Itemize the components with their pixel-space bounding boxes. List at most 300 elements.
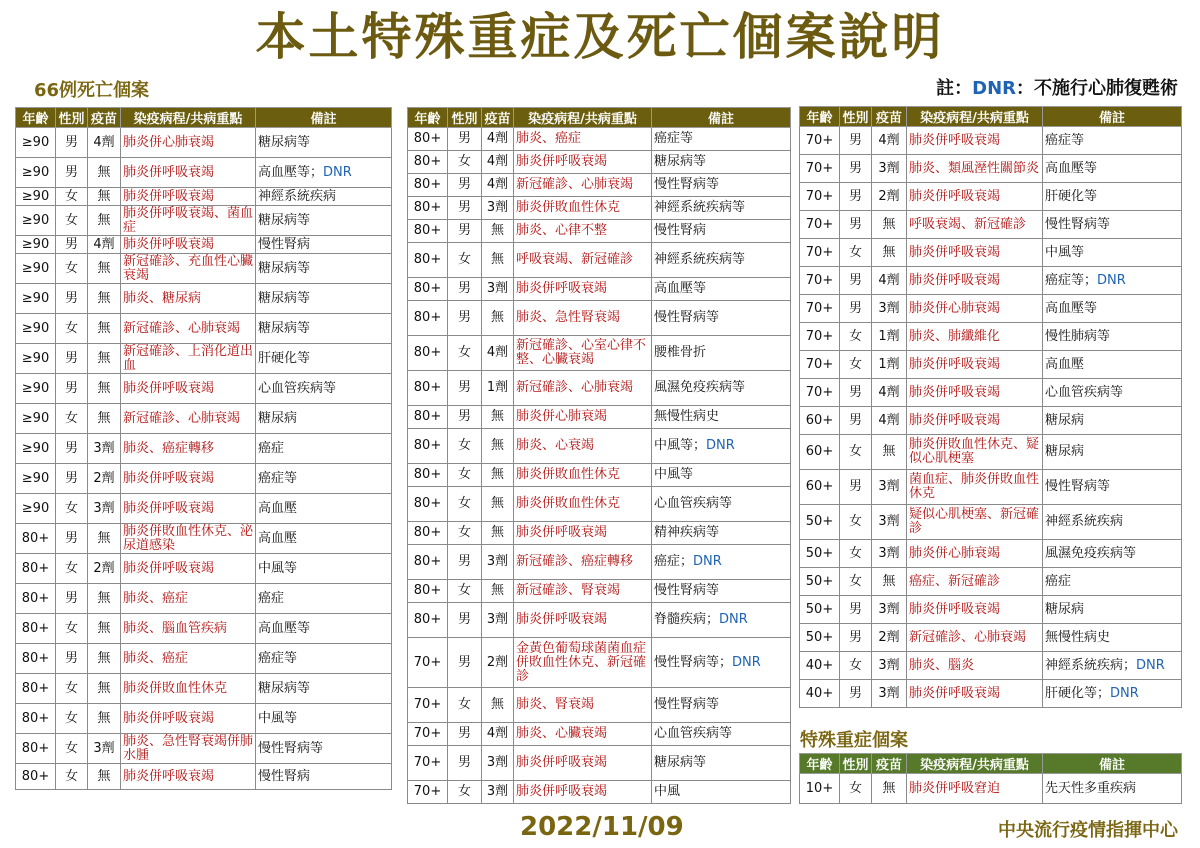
severe-section-title: 特殊重症個案 [800,730,908,751]
history-cell: 肺炎、腦炎 [907,652,1043,680]
table-row [800,127,1182,155]
age-cell: 80+ [408,464,448,487]
vaccine-cell: 3劑 [872,596,907,624]
age-cell: ≥90 [16,284,56,314]
history-cell: 肺炎併呼吸衰竭 [121,554,256,584]
age-cell: ≥90 [16,344,56,374]
sex-cell: 男 [840,183,872,211]
remark-text: 神經系統疾病； [1045,657,1137,673]
vaccine-cell: 1劑 [872,323,907,351]
age-cell: 60+ [800,407,840,435]
history-cell: 新冠確診、充血性心臟衰竭 [121,254,256,284]
vaccine-cell: 4劑 [482,151,514,174]
history-cell: 肺炎併呼吸衰竭 [121,236,256,254]
vaccine-cell: 3劑 [482,603,514,638]
note-prefix: 註： [936,78,973,99]
remark-cell: 糖尿病 [256,404,392,434]
remark-text: 肝硬化等； [1045,685,1111,701]
sex-cell: 女 [448,243,482,278]
vaccine-cell: 1劑 [872,351,907,379]
age-cell: 80+ [408,545,448,580]
remark-cell: 心血管疾病等 [652,723,791,746]
table-row [800,155,1182,183]
remark-cell [652,603,791,638]
remark-cell: 慢性腎病 [256,764,392,790]
age-cell: ≥90 [16,188,56,206]
remark-cell: 風濕免疫疾病等 [1043,540,1182,568]
sex-cell: 男 [840,379,872,407]
table-row [408,522,791,545]
table-row [408,603,791,638]
table-row [408,688,791,723]
remark-cell: 糖尿病等 [652,746,791,781]
vaccine-cell: 4劑 [872,379,907,407]
history-cell: 肺炎併呼吸衰竭 [907,351,1043,379]
table-row [800,239,1182,267]
age-cell: 50+ [800,505,840,540]
vaccine-cell: 4劑 [482,174,514,197]
age-cell: 80+ [16,674,56,704]
remark-cell [1043,652,1182,680]
remark-cell [652,545,791,580]
vaccine-cell: 無 [872,568,907,596]
death-table-2-header-vaccine: 疫苗 [482,108,514,128]
death-table-2-header-history: 染疫病程/共病重點 [514,108,652,128]
sex-cell: 女 [448,429,482,464]
history-cell: 肺炎併心肺衰竭 [514,406,652,429]
remark-cell: 慢性腎病等 [652,174,791,197]
age-cell: 60+ [800,435,840,470]
age-cell: 70+ [408,688,448,723]
age-cell: 80+ [16,554,56,584]
age-cell: 80+ [408,197,448,220]
sex-cell: 女 [448,151,482,174]
remark-cell: 中風等 [256,704,392,734]
history-cell: 肺炎併呼吸衰竭 [907,267,1043,295]
dnr-label: DNR [1110,685,1139,701]
table-row [408,278,791,301]
history-cell: 肺炎併呼吸衰竭 [121,494,256,524]
remark-cell: 高血壓等 [1043,295,1182,323]
history-cell: 肺炎併呼吸衰竭 [514,522,652,545]
sex-cell: 男 [448,220,482,243]
vaccine-cell: 3劑 [482,278,514,301]
history-cell: 肺炎、心衰竭 [514,429,652,464]
death-table-1 [15,107,392,790]
remark-cell: 慢性腎病等 [652,688,791,723]
vaccine-cell: 無 [88,158,121,188]
age-cell: 80+ [16,614,56,644]
remark-cell: 糖尿病等 [256,314,392,344]
history-cell: 肺炎、心臟衰竭 [514,723,652,746]
sex-cell: 女 [56,188,88,206]
history-cell: 肺炎、腎衰竭 [514,688,652,723]
table-row [800,624,1182,652]
sex-cell: 女 [448,688,482,723]
remark-cell: 中風等 [652,464,791,487]
remark-cell: 風濕免疫疾病等 [652,371,791,406]
death-table-3-header-age: 年齡 [800,107,840,127]
table-row [408,487,791,522]
remark-cell: 高血壓 [256,494,392,524]
history-cell: 肺炎、癌症 [121,644,256,674]
age-cell: 10+ [800,774,840,804]
sex-cell: 女 [448,336,482,371]
remark-cell: 慢性肺病等 [1043,323,1182,351]
vaccine-cell: 無 [88,344,121,374]
vaccine-cell: 無 [872,774,907,804]
death-table-1-header-history: 染疫病程/共病重點 [121,108,256,128]
age-cell: 70+ [408,638,448,688]
table-row [800,680,1182,708]
age-cell: ≥90 [16,464,56,494]
sex-cell: 男 [840,680,872,708]
remark-cell: 慢性腎病 [256,236,392,254]
age-cell: ≥90 [16,254,56,284]
table-row [408,638,791,688]
history-cell: 肺炎併呼吸衰竭 [907,183,1043,211]
remark-cell: 糖尿病等 [256,284,392,314]
sex-cell: 男 [56,284,88,314]
sex-cell: 男 [840,127,872,155]
sex-cell: 男 [448,371,482,406]
vaccine-cell: 無 [482,580,514,603]
dnr-label: DNR [706,438,735,453]
vaccine-cell: 無 [88,314,121,344]
sex-cell: 男 [448,723,482,746]
death-table-3-header-history: 染疫病程/共病重點 [907,107,1043,127]
table-row [16,614,392,644]
history-cell: 肺炎併呼吸衰竭 [514,746,652,781]
history-cell: 肺炎併心肺衰竭 [907,295,1043,323]
sex-cell: 男 [448,301,482,336]
vaccine-cell: 3劑 [872,155,907,183]
vaccine-cell: 無 [88,284,121,314]
table-row [16,128,392,158]
vaccine-cell: 3劑 [872,295,907,323]
dnr-label: DNR [732,654,761,670]
history-cell: 肺炎、肺纖維化 [907,323,1043,351]
history-cell: 肺炎併呼吸衰竭 [121,464,256,494]
dnr-label: DNR [693,554,722,569]
table-row [800,351,1182,379]
table-row [408,197,791,220]
sex-cell: 男 [840,470,872,505]
sex-cell: 女 [56,764,88,790]
history-cell: 新冠確診、心肺衰竭 [121,314,256,344]
remark-text: 脊髓疾病； [654,612,720,627]
history-cell: 肺炎併呼吸衰竭 [121,158,256,188]
vaccine-cell: 2劑 [88,464,121,494]
history-cell: 肺炎、糖尿病 [121,284,256,314]
death-table-3-header-sex: 性別 [840,107,872,127]
table-row [800,540,1182,568]
table-row [16,554,392,584]
table-row [800,435,1182,470]
age-cell: 80+ [408,580,448,603]
age-cell: ≥90 [16,236,56,254]
age-cell: ≥90 [16,314,56,344]
history-cell: 癌症、新冠確診 [907,568,1043,596]
sex-cell: 女 [448,522,482,545]
remark-cell: 先天性多重疾病 [1043,774,1182,804]
age-cell: 60+ [800,470,840,505]
sex-cell: 男 [840,295,872,323]
history-cell: 肺炎併呼吸衰竭 [907,680,1043,708]
history-cell: 肺炎、急性腎衰竭 [514,301,652,336]
history-cell: 肺炎併呼吸衰竭 [907,239,1043,267]
sex-cell: 男 [448,197,482,220]
sex-cell: 男 [840,624,872,652]
remark-cell: 慢性腎病 [652,220,791,243]
table-row [800,568,1182,596]
age-cell: 40+ [800,680,840,708]
history-cell: 新冠確診、心肺衰竭 [907,624,1043,652]
vaccine-cell: 無 [88,404,121,434]
remark-cell: 糖尿病等 [256,206,392,236]
vaccine-cell: 無 [88,704,121,734]
sex-cell: 男 [448,638,482,688]
vaccine-cell: 3劑 [88,494,121,524]
sex-cell: 女 [448,464,482,487]
history-cell: 疑似心肌梗塞、新冠確診 [907,505,1043,540]
age-cell: 70+ [800,183,840,211]
history-cell: 肺炎併呼吸衰竭 [514,781,652,804]
history-cell: 肺炎併敗血性休克 [514,464,652,487]
sex-cell: 女 [56,494,88,524]
table-row [16,704,392,734]
vaccine-cell: 3劑 [872,505,907,540]
sex-cell: 男 [448,746,482,781]
history-cell: 肺炎、腦血管疾病 [121,614,256,644]
history-cell: 呼吸衰竭、新冠確診 [514,243,652,278]
remark-cell [652,638,791,688]
vaccine-cell: 3劑 [872,680,907,708]
history-cell: 肺炎併呼吸衰竭 [121,704,256,734]
death-table-1-header-vaccine: 疫苗 [88,108,121,128]
history-cell: 新冠確診、心肺衰竭 [121,404,256,434]
remark-cell: 糖尿病等 [652,151,791,174]
vaccine-cell: 無 [482,243,514,278]
vaccine-cell: 無 [88,764,121,790]
history-cell: 肺炎併呼吸衰竭 [907,407,1043,435]
remark-cell: 高血壓等 [1043,155,1182,183]
dnr-label: DNR [323,164,352,180]
age-cell: 50+ [800,596,840,624]
sex-cell: 女 [56,554,88,584]
age-cell: 80+ [408,174,448,197]
remark-cell: 糖尿病等 [256,674,392,704]
table-row [16,188,392,206]
age-cell: 70+ [800,351,840,379]
table-row [408,429,791,464]
table-row [16,314,392,344]
sex-cell: 男 [448,174,482,197]
vaccine-cell: 無 [88,584,121,614]
age-cell: ≥90 [16,404,56,434]
age-cell: 80+ [408,278,448,301]
remark-text: 慢性腎病等； [654,654,733,670]
sex-cell: 女 [56,704,88,734]
table-row [800,774,1182,804]
history-cell: 肺炎併呼吸衰竭 [907,127,1043,155]
vaccine-cell: 無 [482,522,514,545]
history-cell: 肺炎、癌症轉移 [121,434,256,464]
age-cell: 80+ [408,128,448,151]
history-cell: 肺炎、急性腎衰竭併肺水腫 [121,734,256,764]
vaccine-cell: 無 [88,254,121,284]
age-cell: 80+ [16,584,56,614]
history-cell: 肺炎併呼吸衰竭 [514,278,652,301]
remark-cell: 糖尿病等 [256,128,392,158]
sex-cell: 男 [840,155,872,183]
age-cell: 50+ [800,624,840,652]
history-cell: 肺炎、癌症 [514,128,652,151]
age-cell: 70+ [408,723,448,746]
vaccine-cell: 無 [482,429,514,464]
age-cell: 80+ [408,336,448,371]
vaccine-cell: 2劑 [872,183,907,211]
vaccine-cell: 2劑 [872,624,907,652]
sex-cell: 男 [56,644,88,674]
history-cell: 肺炎併呼吸衰竭 [514,603,652,638]
severe-table-header-sex: 性別 [840,754,872,774]
age-cell: 80+ [16,764,56,790]
table-row [16,524,392,554]
history-cell: 新冠確診、癌症轉移 [514,545,652,580]
sex-cell: 男 [56,524,88,554]
sex-cell: 女 [56,674,88,704]
remark-cell: 精神疾病等 [652,522,791,545]
table-row [800,652,1182,680]
severe-table-header-age: 年齡 [800,754,840,774]
age-cell: 80+ [408,603,448,638]
age-cell: ≥90 [16,374,56,404]
remark-cell: 糖尿病 [1043,596,1182,624]
death-table-2 [407,107,791,804]
sex-cell: 女 [56,404,88,434]
table-row [16,254,392,284]
remark-text: 高血壓等； [258,164,324,180]
table-row [16,494,392,524]
severe-table-header-vaccine: 疫苗 [872,754,907,774]
history-cell: 肺炎併呼吸衰竭 [907,379,1043,407]
remark-cell: 糖尿病 [1043,407,1182,435]
remark-cell: 肝硬化等 [256,344,392,374]
table-row [408,243,791,278]
sex-cell: 女 [840,505,872,540]
table-row [408,746,791,781]
history-cell: 肺炎、類風溼性關節炎 [907,155,1043,183]
age-cell: 80+ [408,487,448,522]
remark-cell: 癌症等 [652,128,791,151]
sex-cell: 男 [56,158,88,188]
vaccine-cell: 3劑 [482,545,514,580]
age-cell: 80+ [16,734,56,764]
age-cell: 80+ [408,522,448,545]
remark-cell: 慢性腎病等 [256,734,392,764]
age-cell: ≥90 [16,206,56,236]
remark-cell: 慢性腎病等 [652,580,791,603]
remark-cell [1043,680,1182,708]
organization: 中央流行疫情指揮中心 [998,820,1178,841]
note-text: ：不施行心肺復甦術 [1016,78,1178,99]
age-cell: 80+ [408,243,448,278]
age-cell: 70+ [408,746,448,781]
history-cell: 肺炎、心律不整 [514,220,652,243]
vaccine-cell: 4劑 [482,336,514,371]
remark-cell: 神經系統疾病 [1043,505,1182,540]
table-row [16,464,392,494]
vaccine-cell: 3劑 [872,540,907,568]
vaccine-cell: 2劑 [482,638,514,688]
remark-cell: 無慢性病史 [1043,624,1182,652]
vaccine-cell: 無 [482,301,514,336]
history-cell: 肺炎併敗血性休克、泌尿道感染 [121,524,256,554]
age-cell: 80+ [408,220,448,243]
age-cell: ≥90 [16,158,56,188]
sex-cell: 女 [56,614,88,644]
vaccine-cell: 3劑 [482,197,514,220]
dnr-label: DNR [1136,657,1165,673]
remark-cell: 中風等 [1043,239,1182,267]
table-row [16,584,392,614]
dnr-note [936,74,1178,100]
dnr-label: DNR [1097,272,1126,288]
sex-cell: 女 [840,351,872,379]
remark-cell: 無慢性病史 [652,406,791,429]
age-cell: ≥90 [16,494,56,524]
table-row [408,128,791,151]
vaccine-cell: 無 [482,406,514,429]
age-cell: 80+ [408,371,448,406]
table-row [408,301,791,336]
history-cell: 肺炎併呼吸窘迫 [907,774,1043,804]
sex-cell: 男 [56,434,88,464]
remark-cell [1043,267,1182,295]
death-section-title: 66例死亡個案 [34,80,150,101]
sex-cell: 女 [56,734,88,764]
sex-cell: 男 [56,584,88,614]
remark-text: 中風等； [654,438,707,453]
history-cell: 肺炎併呼吸衰竭 [121,188,256,206]
table-row [800,267,1182,295]
sex-cell: 男 [840,596,872,624]
death-table-1-header-age: 年齡 [16,108,56,128]
age-cell: 80+ [408,406,448,429]
table-row [408,371,791,406]
vaccine-cell: 3劑 [872,652,907,680]
vaccine-cell: 4劑 [872,127,907,155]
age-cell: 70+ [800,323,840,351]
remark-cell: 高血壓等 [256,614,392,644]
table-row [800,211,1182,239]
history-cell: 肺炎併呼吸衰竭 [121,374,256,404]
age-cell: 70+ [800,127,840,155]
history-cell: 新冠確診、心肺衰竭 [514,174,652,197]
sex-cell: 男 [56,464,88,494]
age-cell: 80+ [408,151,448,174]
remark-text: 癌症等； [1045,272,1098,288]
remark-cell: 癌症 [1043,568,1182,596]
vaccine-cell: 1劑 [482,371,514,406]
history-cell: 肺炎併敗血性休克 [121,674,256,704]
sex-cell: 男 [56,128,88,158]
vaccine-cell: 無 [88,674,121,704]
sex-cell: 女 [840,239,872,267]
table-row [16,236,392,254]
age-cell: 80+ [16,644,56,674]
